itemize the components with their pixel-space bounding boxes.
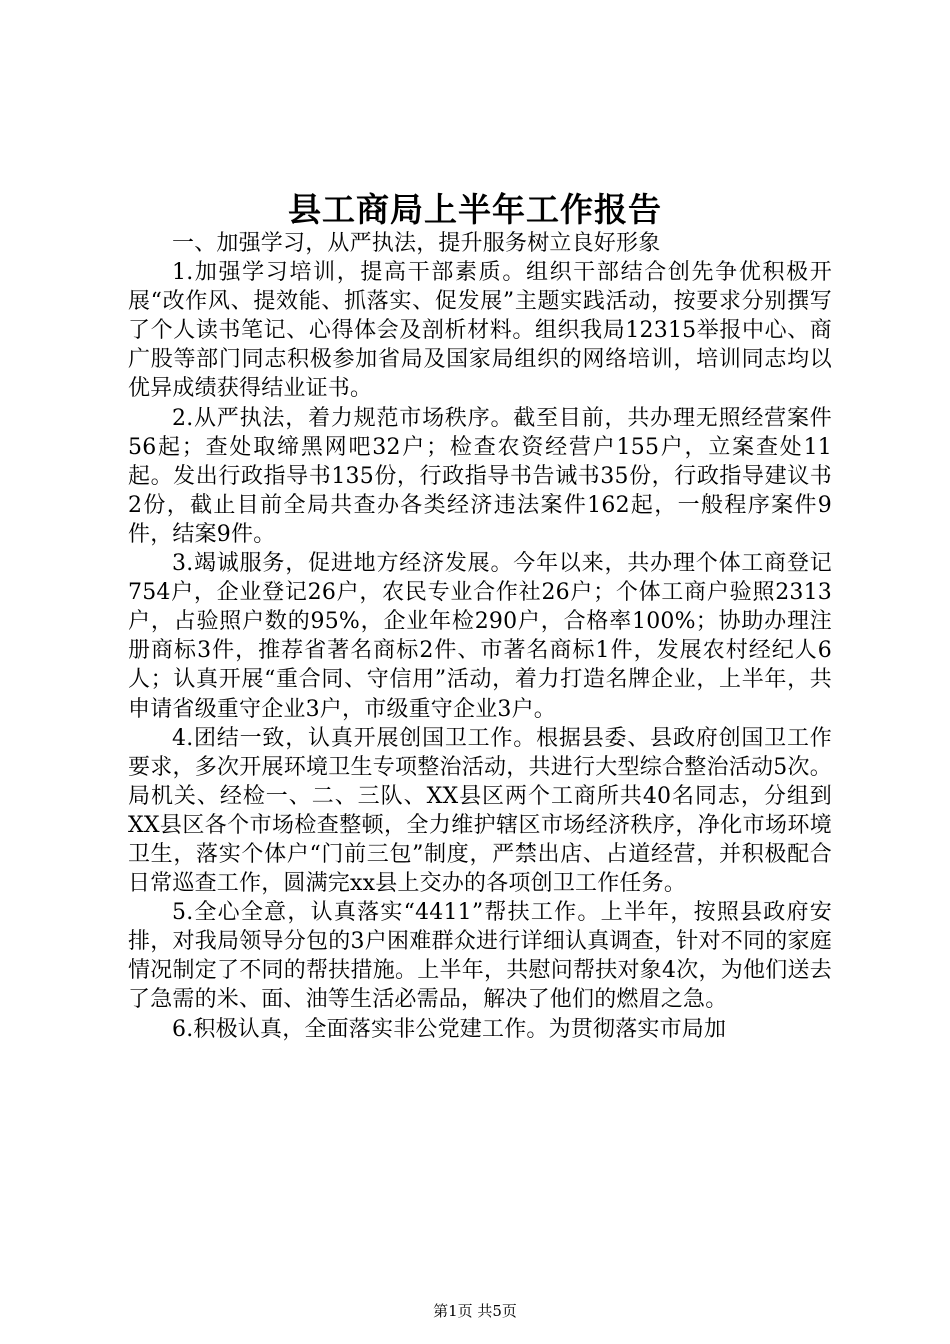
paragraph-service: 3.竭诚服务，促进地方经济发展。今年以来，共办理个体工商登记754户，企业登记26户，农民专业合作社26户；个体工商户验照2313户，占验照户数的95%，企业年检290户，合格率100%；协助办理注册商标3件，推荐省著名商标2件、市著名商标1件，发展农村经纪人6人；认真开展“重合同、守信用”活动，着力打造名牌企业，上半年，共申请省级重守企业3户，市级重守企业3户。 (128, 551, 832, 722)
page-number: 第1页 共5页 (433, 1302, 517, 1320)
paragraph-party-building: 6.积极认真，全面落实非公党建工作。为贯彻落实市局加 (172, 1016, 727, 1042)
document-body (128, 229, 832, 1044)
paragraph-law-enforcement: 2.从严执法，着力规范市场秩序。截至目前，共办理无照经营案件56起；查处取缔黑网吧32户；检查农资经营户155户，立案查处11起。发出行政指导书135份，行政指导书告诫书35份，行政指导建议书2份，截止目前全局共查办各类经济违法案件162起，一般程序案件9件，结案9件。 (128, 405, 832, 547)
section-heading: 一、加强学习，从严执法，提升服务树立良好形象 (172, 231, 661, 256)
paragraph-sanitation: 4.团结一致，认真开展创国卫工作。根据县委、县政府创国卫工作要求，多次开展环境卫生专项整治活动，共进行大型综合整治活动5次。局机关、经检一、二、三队、XX县区两个工商所共40名同志，分组到XX县区各个市场检查整顿，全力维护辖区市场经济秩序，净化市场环境卫生，落实个体户“门前三包”制度，严禁出店、占道经营，并积极配合日常巡查工作，圆满完xx县上交办的各项创卫工作任务。 (128, 725, 832, 897)
paragraph-assistance: 5.全心全意，认真落实“4411”帮扶工作。上半年，按照县政府安排，对我局领导分包的3户困难群众进行详细认真调查，针对不同的家庭情况制定了不同的帮扶措施。上半年，共慰问帮扶对象4次，为他们送去了急需的米、面、油等生活必需品，解决了他们的燃眉之急。 (128, 900, 832, 1013)
paragraph-study-training: 1.加强学习培训，提高干部素质。组织干部结合创先争优积极开展“改作风、提效能、抓落实、促发展”主题实践活动，按要求分别撰写了个人读书笔记、心得体会及剖析材料。组织我局12315举报中心、商广股等部门同志积极参加省局及国家局组织的网络培训，培训同志均以优异成绩获得结业证书。 (128, 260, 832, 402)
document-title: 县工商局上半年工作报告 (288, 190, 662, 229)
